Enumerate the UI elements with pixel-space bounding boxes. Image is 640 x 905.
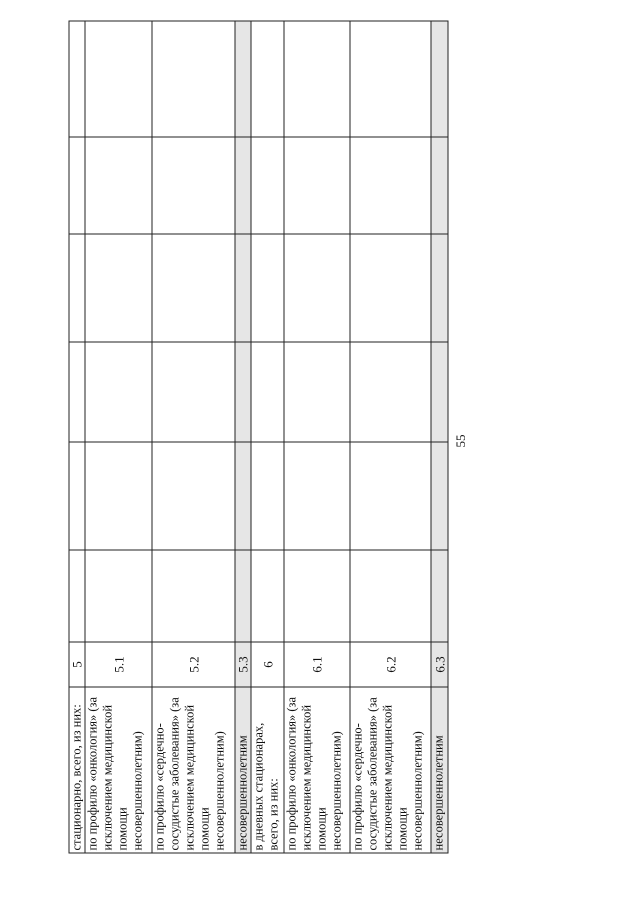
table-cell [251, 442, 284, 550]
row-code: 6.2 [350, 642, 431, 687]
table-row [235, 21, 251, 853]
row-code: 5 [69, 642, 85, 687]
indicator-table-grid [69, 21, 449, 854]
table-cell [85, 137, 152, 234]
table-cell [251, 342, 284, 442]
page-number: 55 [453, 434, 468, 448]
row-label: в дневных стационарах, всего, из них: [251, 687, 284, 853]
table-cell [152, 21, 235, 137]
table-cell [85, 21, 152, 137]
table-cell [69, 550, 85, 642]
table-cell [284, 550, 350, 642]
table-cell [431, 21, 448, 137]
table-cell [284, 234, 350, 342]
table-cell [85, 342, 152, 442]
table-cell [152, 550, 235, 642]
table-row [431, 21, 448, 853]
table-cell [431, 442, 448, 550]
table-cell [235, 21, 251, 137]
table-cell [85, 550, 152, 642]
table-cell [69, 342, 85, 442]
row-label: несовершеннолетним [235, 687, 251, 853]
row-label: несовершеннолетним [431, 687, 448, 853]
table-cell [350, 342, 431, 442]
table-cell [69, 21, 85, 137]
row-label: по профилю «сердечно-сосудистые заболевания» (за исключением медицинской помощи несовершеннолетним) [152, 687, 235, 853]
table-row [284, 21, 350, 853]
row-label: по профилю «сердечно-сосудистые заболевания» (за исключением медицинской помощи несовершеннолетним) [350, 687, 431, 853]
table-cell [235, 234, 251, 342]
row-code: 5.3 [235, 642, 251, 687]
table-cell [69, 137, 85, 234]
table-row [152, 21, 235, 853]
table-cell [85, 234, 152, 342]
table-cell [235, 137, 251, 234]
row-label: по профилю «онкология» (за исключением медицинской помощи несовершеннолетним) [85, 687, 152, 853]
table-cell [152, 137, 235, 234]
table-cell [152, 342, 235, 442]
table-cell [350, 234, 431, 342]
table-cell [251, 21, 284, 137]
table-row [69, 21, 85, 853]
table-cell [431, 137, 448, 234]
table-row [251, 21, 284, 853]
row-label: по профилю «онкология» (за исключением медицинской помощи несовершеннолетним) [284, 687, 350, 853]
table-cell [431, 234, 448, 342]
row-code: 6.3 [431, 642, 448, 687]
table-cell [69, 234, 85, 342]
table-cell [350, 550, 431, 642]
table-cell [350, 442, 431, 550]
table-cell [284, 21, 350, 137]
table-cell [85, 442, 152, 550]
table-cell [69, 442, 85, 550]
row-code: 6.1 [284, 642, 350, 687]
row-code: 5.1 [85, 642, 152, 687]
row-label: стационарно, всего, из них: [69, 687, 85, 853]
row-code: 6 [251, 642, 284, 687]
table-cell [152, 442, 235, 550]
table-cell [284, 342, 350, 442]
table-cell [350, 137, 431, 234]
table-cell [235, 342, 251, 442]
table-cell [235, 550, 251, 642]
indicator-table [71, 18, 445, 850]
table-cell [431, 342, 448, 442]
table-cell [251, 137, 284, 234]
row-code: 5.2 [152, 642, 235, 687]
table-cell [251, 234, 284, 342]
table-cell [284, 137, 350, 234]
table-cell [251, 550, 284, 642]
table-cell [152, 234, 235, 342]
table-row [350, 21, 431, 853]
table-cell [431, 550, 448, 642]
table-cell [235, 442, 251, 550]
table-cell [350, 21, 431, 137]
table-row [85, 21, 152, 853]
table-cell [284, 442, 350, 550]
